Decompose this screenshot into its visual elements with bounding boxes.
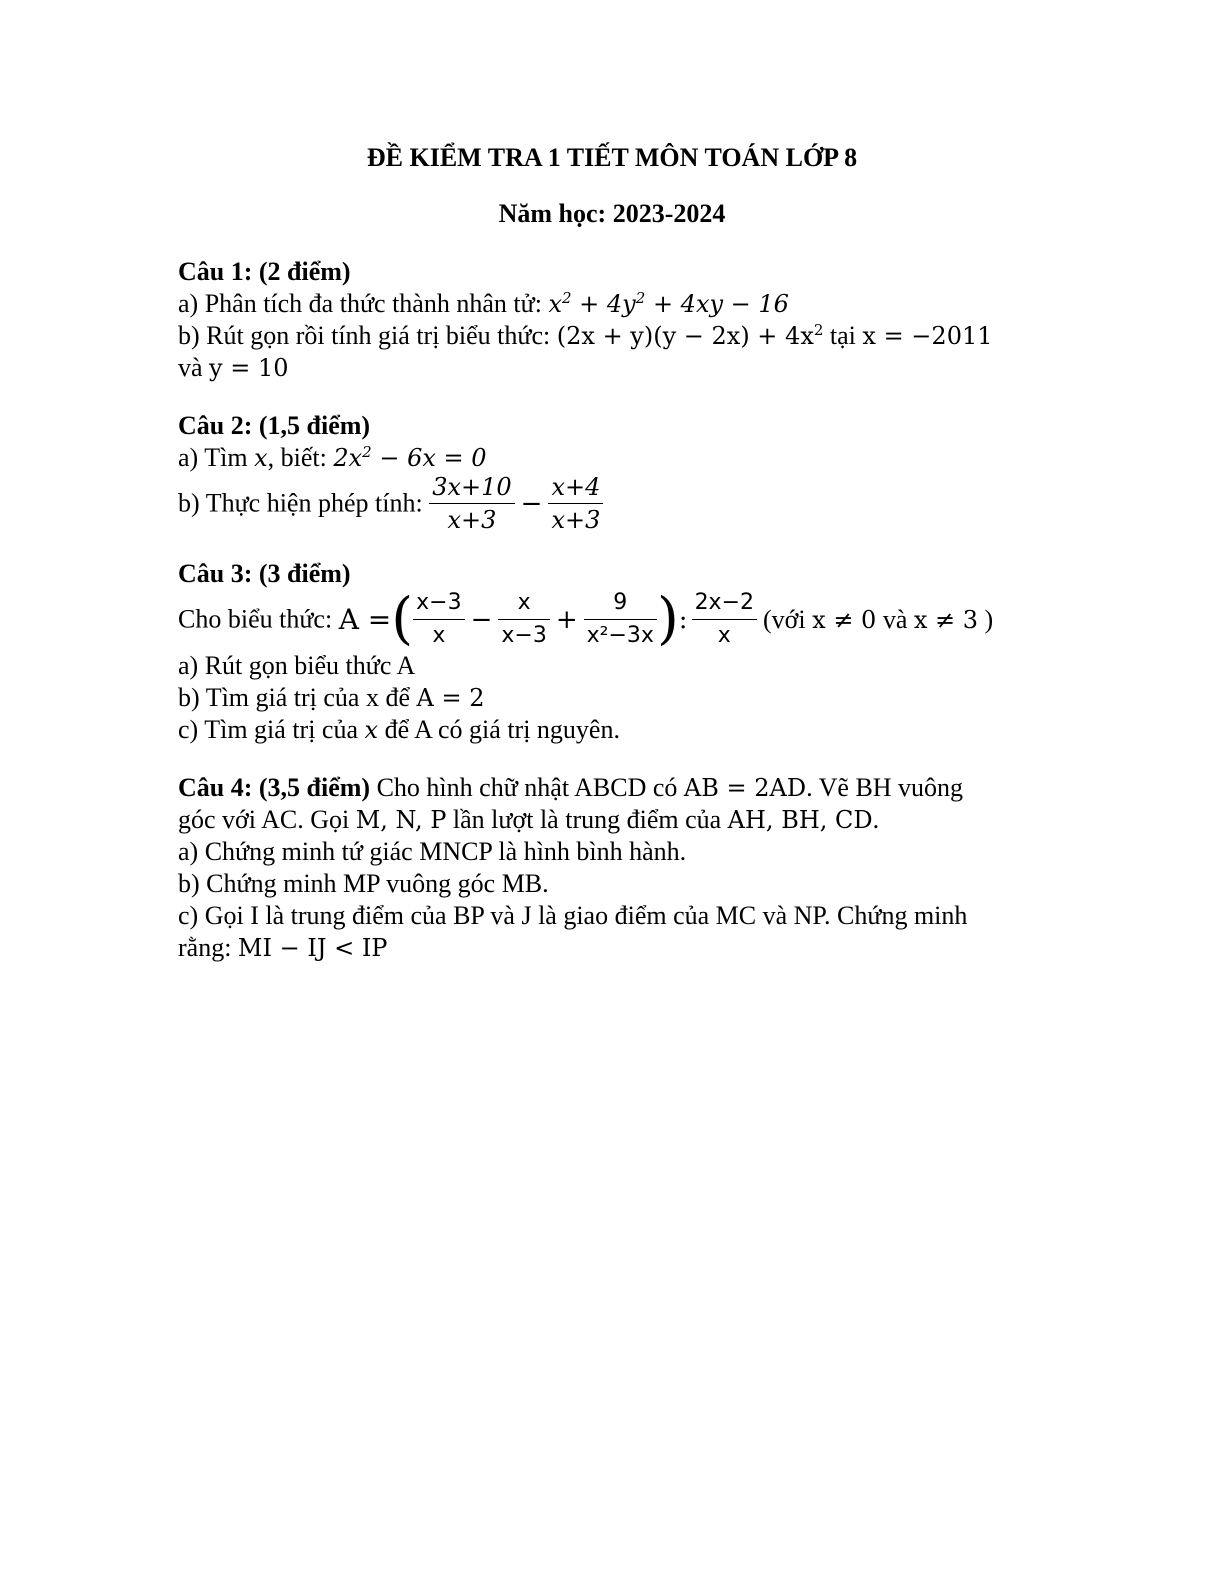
question-3b-equation: A = 2 [416,684,485,712]
fraction-2-numerator: x+4 [548,474,603,504]
question-1a [178,288,1048,320]
condition-1: x ≠ 0 [812,605,877,634]
document-title: ĐỀ KIỂM TRA 1 TIẾT MÔN TOÁN LỚP 8 [366,143,858,172]
question-2b-fraction-1 [429,474,514,533]
question-3-fraction-2 [498,590,549,649]
question-3c-prefix: c) Tìm giá trị của [178,715,365,744]
question-3-heading: Câu 3: (3 điểm) [178,559,351,588]
question-3-fraction-4 [692,590,757,649]
question-4-line-1 [178,772,1048,804]
minus-sign: − [470,604,493,635]
question-3-intro: Cho biểu thức: [178,604,339,634]
condition-2: x ≠ 3 [913,605,979,634]
fraction-1-denominator: x+3 [447,506,497,534]
question-4c-line-2 [178,932,1048,964]
question-1a-expression: $x^2 + 4y^2 + 4xy - 16$ [548,289,789,318]
question-4-heading: Câu 4: (3,5 điểm) [178,773,371,802]
question-4c: c) Gọi I là trung điểm của BP và J là giao điểm của MC và NP. Chứng minh [178,901,968,930]
fraction-numerator: x−3 [413,590,464,620]
question-3c-variable: x [364,716,379,744]
question-3-condition [763,605,993,634]
condition-suffix: ) [978,604,994,634]
question-2b [178,474,1048,533]
fraction-numerator: 9 [584,590,657,620]
question-1b-expression: $(2x + y)(y - 2x) + 4x^2$ [556,321,824,350]
question-4-segments: AH, BH, CD [727,806,873,834]
question-3c [178,714,1048,746]
question-4-equation: AB = 2AD [683,774,807,802]
question-2a-variable: x [254,444,268,472]
fraction-denominator: x [432,623,446,648]
question-3-lhs: A = [338,603,392,636]
question-2a-mid: , biết: [267,443,334,472]
fraction-1-numerator: 3x+10 [429,474,514,504]
right-paren: ) [656,586,679,652]
question-4-line-2-b: lần lượt là trung điểm của [446,805,728,834]
question-3-parts [178,650,1048,746]
question-2b-text: b) Thực hiện phép tính: [178,488,430,518]
question-4-intro-2: . Vẽ BH vuông [806,773,964,802]
question-2a [178,442,1048,474]
question-1 [178,256,1048,384]
question-3c-suffix: để A có giá trị nguyên. [378,715,620,744]
question-1b-and: và [178,353,210,382]
condition-and: và [876,604,914,634]
question-4-intro-1: Cho hình chữ nhật ABCD có [370,773,684,802]
fraction-numerator: x [498,590,549,620]
question-3-fraction-1 [413,590,464,649]
question-2 [178,410,1048,474]
fraction-numerator: 2x−2 [692,590,757,620]
question-2-heading: Câu 2: (1,5 điểm) [178,411,371,440]
fraction-denominator: x [717,623,731,648]
condition-prefix: (với [763,604,813,634]
question-4-line-2-a: góc với AC. Gọi [178,805,356,834]
question-4-line-2-end: . [872,805,880,834]
question-1b-condition-x: x = −2011 [862,322,993,350]
question-3-fraction-3 [584,590,657,649]
question-3-expression [178,586,1048,652]
question-1b [178,320,1048,352]
question-3-heading-block [178,558,1048,590]
question-4-line-2 [178,804,1048,836]
question-4b: b) Chứng minh MP vuông góc MB. [178,869,549,898]
plus-sign: + [555,604,578,635]
question-1-heading: Câu 1: (2 điểm) [178,257,351,286]
question-1b-condition-y: y = 10 [209,354,289,382]
question-3b-prefix: b) Tìm giá trị của x để [178,683,417,712]
question-4a: a) Chứng minh tứ giác MNCP là hình bình hành. [178,837,687,866]
minus-sign: − [520,488,543,519]
question-2a-prefix: a) Tìm [178,443,255,472]
question-1b-text: b) Rút gọn rồi tính giá trị biểu thức: [178,321,557,350]
question-2a-equation: $2x^2 - 6x = 0$ [333,443,487,472]
question-4c-inequality: MI − IJ < IP [237,934,388,962]
question-3b [178,682,1048,714]
division-sign: : [678,604,688,635]
question-4 [178,772,1048,964]
school-year: Năm học: 2023-2024 [498,199,726,228]
question-1a-text: a) Phân tích đa thức thành nhân tử: [178,289,549,318]
fraction-denominator: x²−3x [586,623,654,648]
question-4c-prefix: rằng: [178,933,238,962]
question-4-points: M, N, P [355,806,447,834]
left-paren: ( [391,586,414,652]
question-2b-fraction-2 [548,474,603,533]
question-1b-line2 [178,352,1048,384]
question-1b-at: tại [823,321,863,350]
question-3a: a) Rút gọn biểu thức A [178,651,416,680]
fraction-denominator: x−3 [501,623,547,648]
fraction-2-denominator: x+3 [551,506,601,534]
